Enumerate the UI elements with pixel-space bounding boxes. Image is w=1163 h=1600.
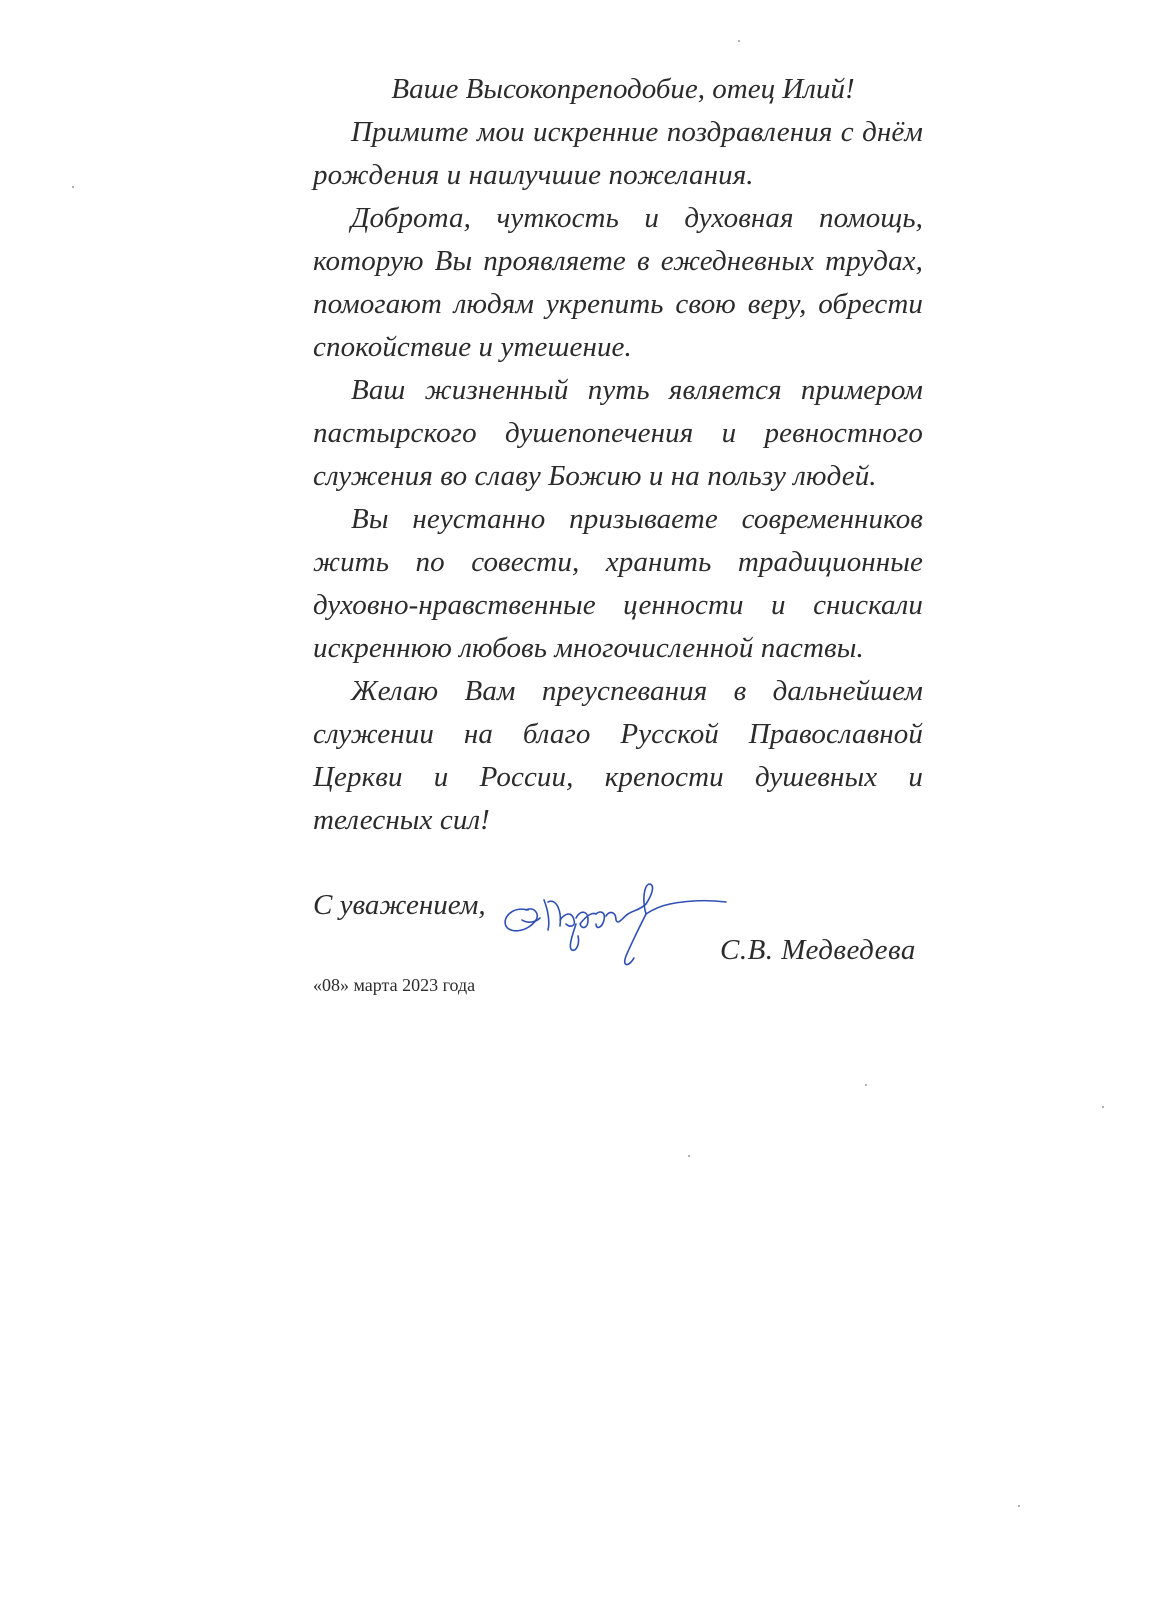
greeting: Ваше Высокопреподобие, отец Илий!: [391, 73, 855, 105]
handwritten-signature: [500, 870, 740, 980]
scan-speck: [72, 186, 74, 188]
scan-speck: [738, 40, 740, 42]
paragraph-3: Ваш жизненный путь является примером пастырского душепопечения и ревностного служения во славу Божию и на пользу людей.: [313, 374, 923, 492]
scan-speck: [1102, 1106, 1104, 1108]
paragraph-2: Доброта, чуткость и духовная помощь, которую Вы проявляете в ежедневных трудах, помогают людям укрепить свою веру, обрести спокойствие и утешение.: [313, 202, 923, 363]
paragraph-5: Желаю Вам преуспевания в дальнейшем служении на благо Русской Православной Церкви и России, крепости душевных и телесных сил!: [313, 675, 923, 836]
paragraph-4: Вы неустанно призываете современников жить по совести, хранить традиционные духовно-нравственные ценности и снискали искреннюю любовь многочисленной паствы.: [313, 503, 923, 664]
scan-speck: [865, 1084, 867, 1086]
paragraph-1: Примите мои искренние поздравления с днём рождения и наилучшие пожелания.: [313, 116, 923, 191]
letter-date: «08» марта 2023 года: [313, 975, 476, 995]
scan-speck: [688, 1155, 690, 1157]
letter-body: [313, 68, 923, 842]
closing-phrase: С уважением,: [313, 889, 486, 921]
scan-speck: [1018, 1505, 1020, 1507]
signer-name: С.В. Медведева: [720, 934, 916, 966]
